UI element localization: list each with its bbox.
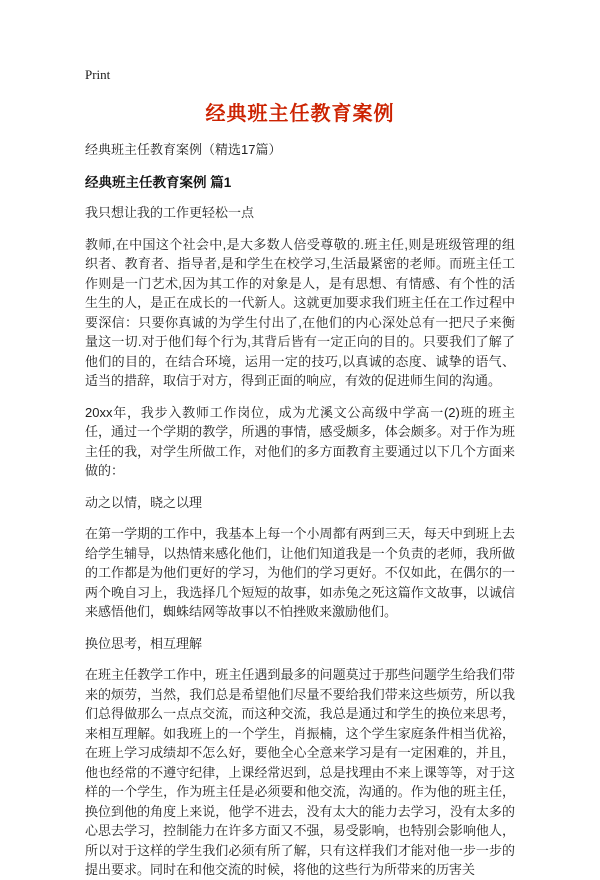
sub-heading: 动之以情，晓之以理 [85, 494, 203, 510]
page-title: 经典班主任教育案例 [205, 103, 395, 125]
paragraph: 在第一学期的工作中，我基本上每一个小周都有两到三天，每天中到班上去给学生辅导，以热情来感化他们，让他们知道我是一个负责的老师，我所做的工作都是为他们更好的学习，为他们的学习更好。不仅如此，在偶尔的一两个晚自习上，我选择几个短短的故事，如赤兔之死这篇作文故事，以诚信来感悟他们，蜘蛛结网等故事以不怕挫败来激励他们。 [85, 526, 515, 619]
print-link[interactable]: Print [85, 67, 111, 82]
paragraph: 在班主任教学工作中，班主任遇到最多的问题莫过于那些问题学生给我们带来的烦劳，当然，我们总是希望他们尽量不要给我们带来这些烦劳，所以我们总得做那么一点点交流，而这种交流，我总是通过和学生的换位来思考，来相互理解。如我班上的一个学生，肖振楠，这个学生家庭条件相当优裕，在班上学习成绩却不怎么好，要他全心全意来学习是有一定困难的，并且，他也经常的不遵守纪律，上课经常迟到，总是找理由不来上课等等，对于这样的一个学生，作为班主任是必须要和他交流，沟通的。作为他的班主任，换位到他的角度上来说，他学不进去，没有太大的能力去学习，没有太多的心思去学习，控制能力在许多方面又不强，易受影响，也特别会影响他人，所以对于这样的学生我们必须有所了解，只有这样我们才能对他一步一步的提出要求。同时在和他交流的时候，将他的这些行为所带来的历害关 [85, 667, 515, 877]
article-subtitle: 经典班主任教育案例（精选17篇） [85, 142, 282, 157]
sub-heading: 换位思考，相互理解 [85, 635, 203, 651]
paragraph: 20xx年，我步入教师工作岗位，成为尤溪文公高级中学高一(2)班的班主任，通过一个学期的教学，所遇的事情，感受颇多，体会颇多。对于作为班主任的我，对学生所做工作，对他们的多方面教育主要通过以下几个方面来做的： [85, 404, 515, 478]
paragraph: 教师,在中国这个社会中,是大多数人倍受尊敬的.班主任,则是班级管理的组织者、教育者、指导者,是和学生在校学习,生活最紧密的老师。而班主任工作则是一门艺术,因为其工作的对象是人，是有思想、有情感、有个性的活生生的人，是正在成长的一代新人。这就更加要求我们班主任在工作过程中要深信：只要你真诚的为学生付出了,在他们的内心深处总有一把尺子来衡量这一切.对于他们每个行为,其背后皆有一定正向的目的。只要我们了解了他们的目的，在结合环境，运用一定的技巧,以真诚的态度、诚挚的语气、适当的措辞，取信于对方，得到正面的响应，有效的促进师生间的沟通。 [85, 236, 515, 388]
sub-heading: 我只想让我的工作更轻松一点 [85, 205, 255, 220]
section-heading: 经典班主任教育案例 篇1 [85, 175, 232, 190]
